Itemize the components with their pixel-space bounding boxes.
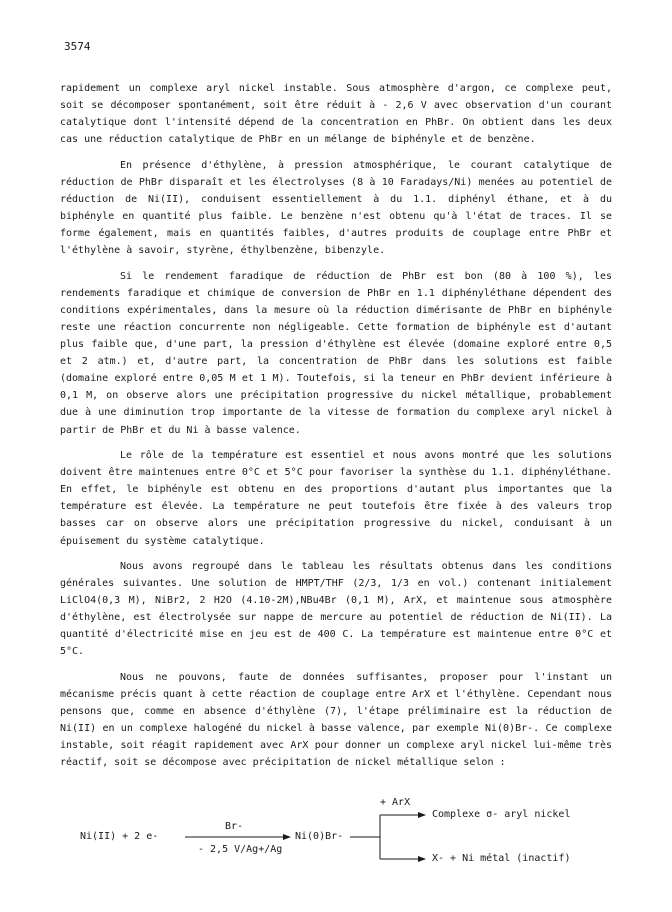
paragraph-1: rapidement un complexe aryl nickel instable. Sous atmosphère d'argon, ce complexe peut, soit se décomposer spontanément, soit être réduit à - 2,6 V avec observation d'un courant catalytique dont l'intensité dépend de la concentration en PhBr. On obtient dans les deux cas une réduction catalytique de PhBr en un mélange de biphényle et de benzène. bbox=[60, 83, 612, 146]
paragraph-6: Nous ne pouvons, faute de données suffisantes, proposer pour l'instant un mécanisme précis quant à cette réaction de couplage entre ArX et l'éthylène. Cependant nous pensons que, comme en absence d'éthylène (7), l'étape préliminaire est la réduction de Ni(II) en un complexe halogéné du nickel à basse valence, par exemple Ni(0)Br-. Ce complexe instable, soit réagit rapidement avec ArX pour donner un complexe aryl nickel lui-même très réactif, soit se décompose avec précipitation de nickel métallique selon : bbox=[60, 671, 612, 769]
paragraph-4: Le rôle de la température est essentiel et nous avons montré que les solutions doivent être maintenues entre 0°C et 5°C pour favoriser la synthèse du 1.1. diphényléthane. En effet, le biphényle est obtenu en des proportions d'autant plus importantes que la température est élevée. La température ne peut toutefois être fixée à des valeurs trop basses car on observe alors une précipitation progressive du nickel, conduisant à un épuisement du système catalytique. bbox=[60, 450, 612, 547]
scheme-branch-label: + ArX bbox=[380, 797, 411, 808]
page-number: 3574 bbox=[64, 40, 91, 53]
scheme-arrow-top-label: Br- bbox=[225, 821, 244, 832]
paragraph-2: En présence d'éthylène, à pression atmosphérique, le courant catalytique de réduction de PhBr disparaît et les électrolyses (8 à 10 Faradays/Ni) menées au potentiel de réduction de Ni(II), conduisent essentiellement à du 1.1. diphényl éthane, et à du biphényle en quantité plus faible. Le benzène n'est obtenu qu'à l'état de traces. Il se forme également, mais en quantités faibles, d'autres produits de couplage entre PhBr et l'éthylène à savoir, styrène, éthylbenzène, bibenzyle. bbox=[60, 159, 612, 257]
scheme-reactant: Ni(II) + 2 e- bbox=[80, 831, 159, 842]
paragraph-3: Si le rendement faradique de réduction de PhBr est bon (80 à 100 %), les rendements faradique et chimique de conversion de PhBr en 1.1 diphényléthane dépendent des conditions expérimentales, dans la mesure où la réduction dimérisante de PhBr en biphényle reste une réaction concurrente non négligeable. Cette formation de biphényle est d'autant plus faible que, d'une part, la pression d'éthylène est élevée (domaine exploré entre 0,5 et 2 atm.) et, d'autre part, la concentration de PhBr dans les solutions est faible (domaine exploré entre 0,05 M et 1 M). Toutefois, si la teneur en PhBr devient inférieure à 0,1 M, on observe alors une précipitation progressive du nickel métallique, probablement due à une diminution trop importante de la vitesse de formation du complexe aryl nickel à partir de PhBr et du Ni à basse valence. bbox=[60, 270, 612, 436]
scheme-product-top: Complexe σ- aryl nickel bbox=[432, 809, 571, 820]
scheme-product-bottom: X- + Ni métal (inactif) bbox=[432, 853, 571, 864]
scheme-arrow-bottom-label: - 2,5 V/Ag+/Ag bbox=[198, 844, 283, 855]
reaction-scheme bbox=[80, 795, 620, 895]
paragraph-5: Nous avons regroupé dans le tableau les résultats obtenus dans les conditions générales suivantes. Une solution de HMPT/THF (2/3, 1/3 en vol.) contenant initialement LiClO4(0,3 M), NiBr2, 2 H2O (4.10-2M),NBu4Br (0,1 M), ArX, et maintenue sous atmosphère d'éthylène, est électrolysée sur nappe de mercure au potentiel de réduction de Ni(II). La quantité d'électricité mise en jeu est de 400 C. La température est maintenue entre 0°C et 5°C. bbox=[60, 561, 612, 658]
body-text bbox=[60, 80, 612, 780]
scheme-intermediate: Ni(0)Br- bbox=[295, 831, 344, 842]
